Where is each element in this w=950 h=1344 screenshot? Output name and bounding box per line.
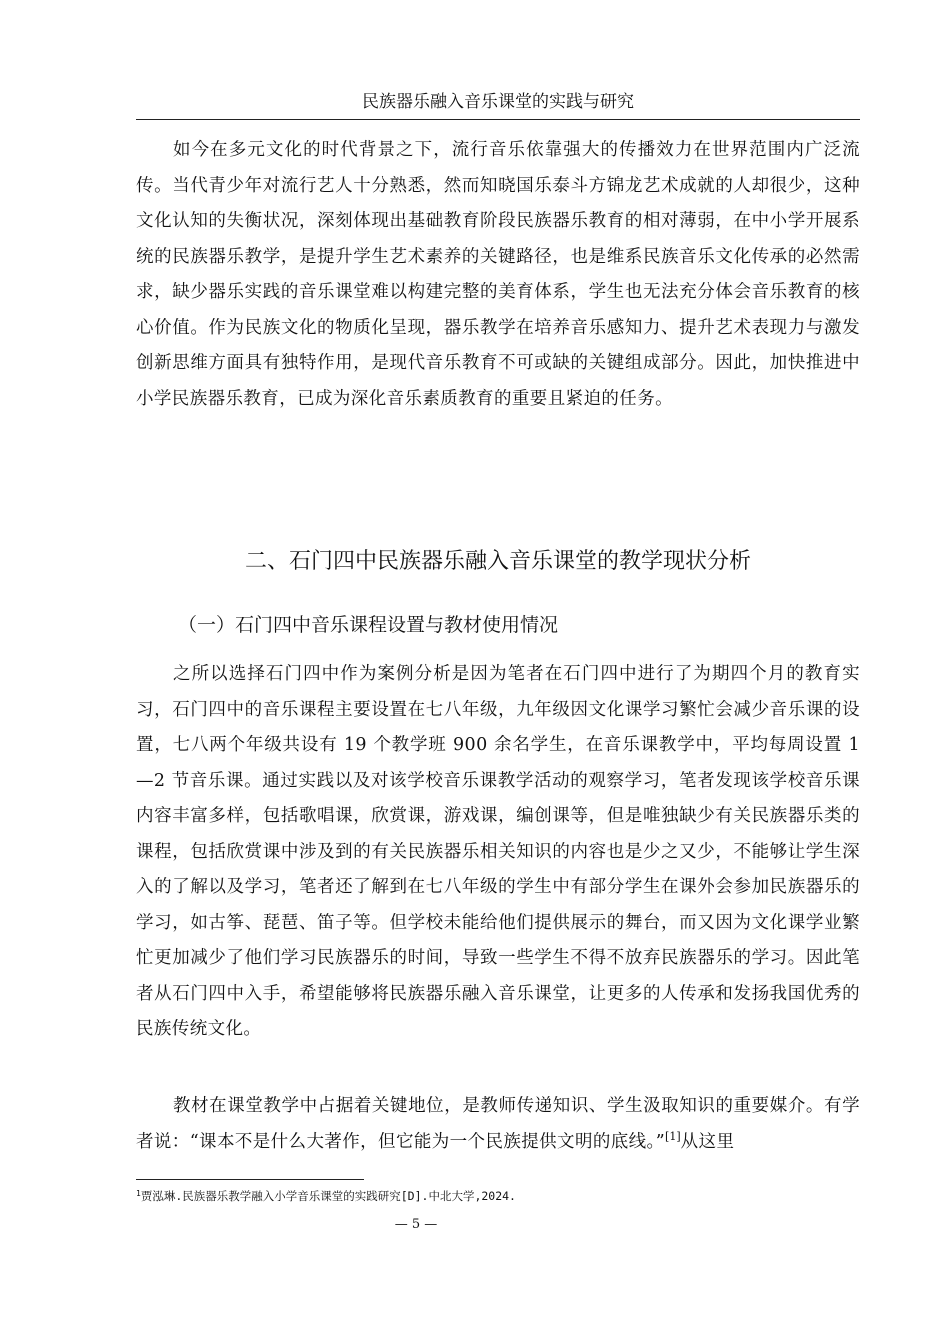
page-number: — 5 — <box>394 1217 438 1232</box>
citation-marker[interactable]: [1] <box>665 1129 681 1143</box>
section-heading: 二、石门四中民族器乐融入音乐课堂的教学现状分析 <box>244 549 751 574</box>
footnote <box>136 1187 860 1205</box>
paragraph-3-text: 教材在课堂教学中占据着关键地位，是教师传递知识、学生汲取知识的重要媒介。有学者说：“课本不是什么大著作，但它能为一个民族提供文明的底线。” <box>136 1096 860 1152</box>
header-rule <box>136 119 860 120</box>
paragraph-3 <box>136 1089 860 1160</box>
footnote-rule <box>136 1179 364 1180</box>
paragraph-1: 如今在多元文化的时代背景之下，流行音乐依靠强大的传播效力在世界范围内广泛流传。当代青少年对流行艺人十分熟悉，然而知晓国乐泰斗方锦龙艺术成就的人却很少，这种文化认知的失衡状况，深刻体现出基础教育阶段民族器乐教育的相对薄弱，在中小学开展系统的民族器乐教学，是提升学生艺术素养的关键路径，也是维系民族音乐文化传承的必然需求，缺少器乐实践的音乐课堂难以构建完整的美育体系，学生也无法充分体会音乐教育的核心价值。作为民族文化的物质化呈现，器乐教学在培养音乐感知力、提升艺术表现力与激发创新思维方面具有独特作用，是现代音乐教育不可或缺的关键组成部分。因此，加快推进中小学民族器乐教育，已成为深化音乐素质教育的重要且紧迫的任务。 <box>136 140 860 409</box>
subsection-heading: （一）石门四中音乐课程设置与教材使用情况 <box>178 614 559 636</box>
running-header: 民族器乐融入音乐课堂的实践与研究 <box>362 92 634 112</box>
paragraph-3-continuation: 从这里 <box>680 1131 735 1152</box>
footnote-text: 贾泓琳.民族器乐教学融入小学音乐课堂的实践研究[D].中北大学,2024. <box>140 1189 516 1203</box>
footnote-marker: 1 <box>136 1189 141 1198</box>
paragraph-2: 之所以选择石门四中作为案例分析是因为笔者在石门四中进行了为期四个月的教育实习，石门四中的音乐课程主要设置在七八年级，九年级因文化课学习繁忙会减少音乐课的设置，七八两个年级共设有 19 个教学班 900 余名学生，在音乐课教学中，平均每周设置 1—2 节音乐课。通过实践以及对该学校音乐课教学活动的观察学习，笔者发现该学校音乐课内容丰富多样，包括歌唱课，欣赏课，游戏课，编创课等，但是唯独缺少有关民族器乐类的课程，包括欣赏课中涉及到的有关民族器乐相关知识的内容也是少之又少，不能够让学生深入的了解以及学习，笔者还了解到在七八年级的学生中有部分学生在课外会参加民族器乐的学习，如古筝、琵琶、笛子等。但学校未能给他们提供展示的舞台，而又因为文化课学业繁忙更加减少了他们学习民族器乐的时间，导致一些学生不得不放弃民族器乐的学习。因此笔者从石门四中入手，希望能够将民族器乐融入音乐课堂，让更多的人传承和发扬我国优秀的民族传统文化。 <box>136 664 860 1039</box>
